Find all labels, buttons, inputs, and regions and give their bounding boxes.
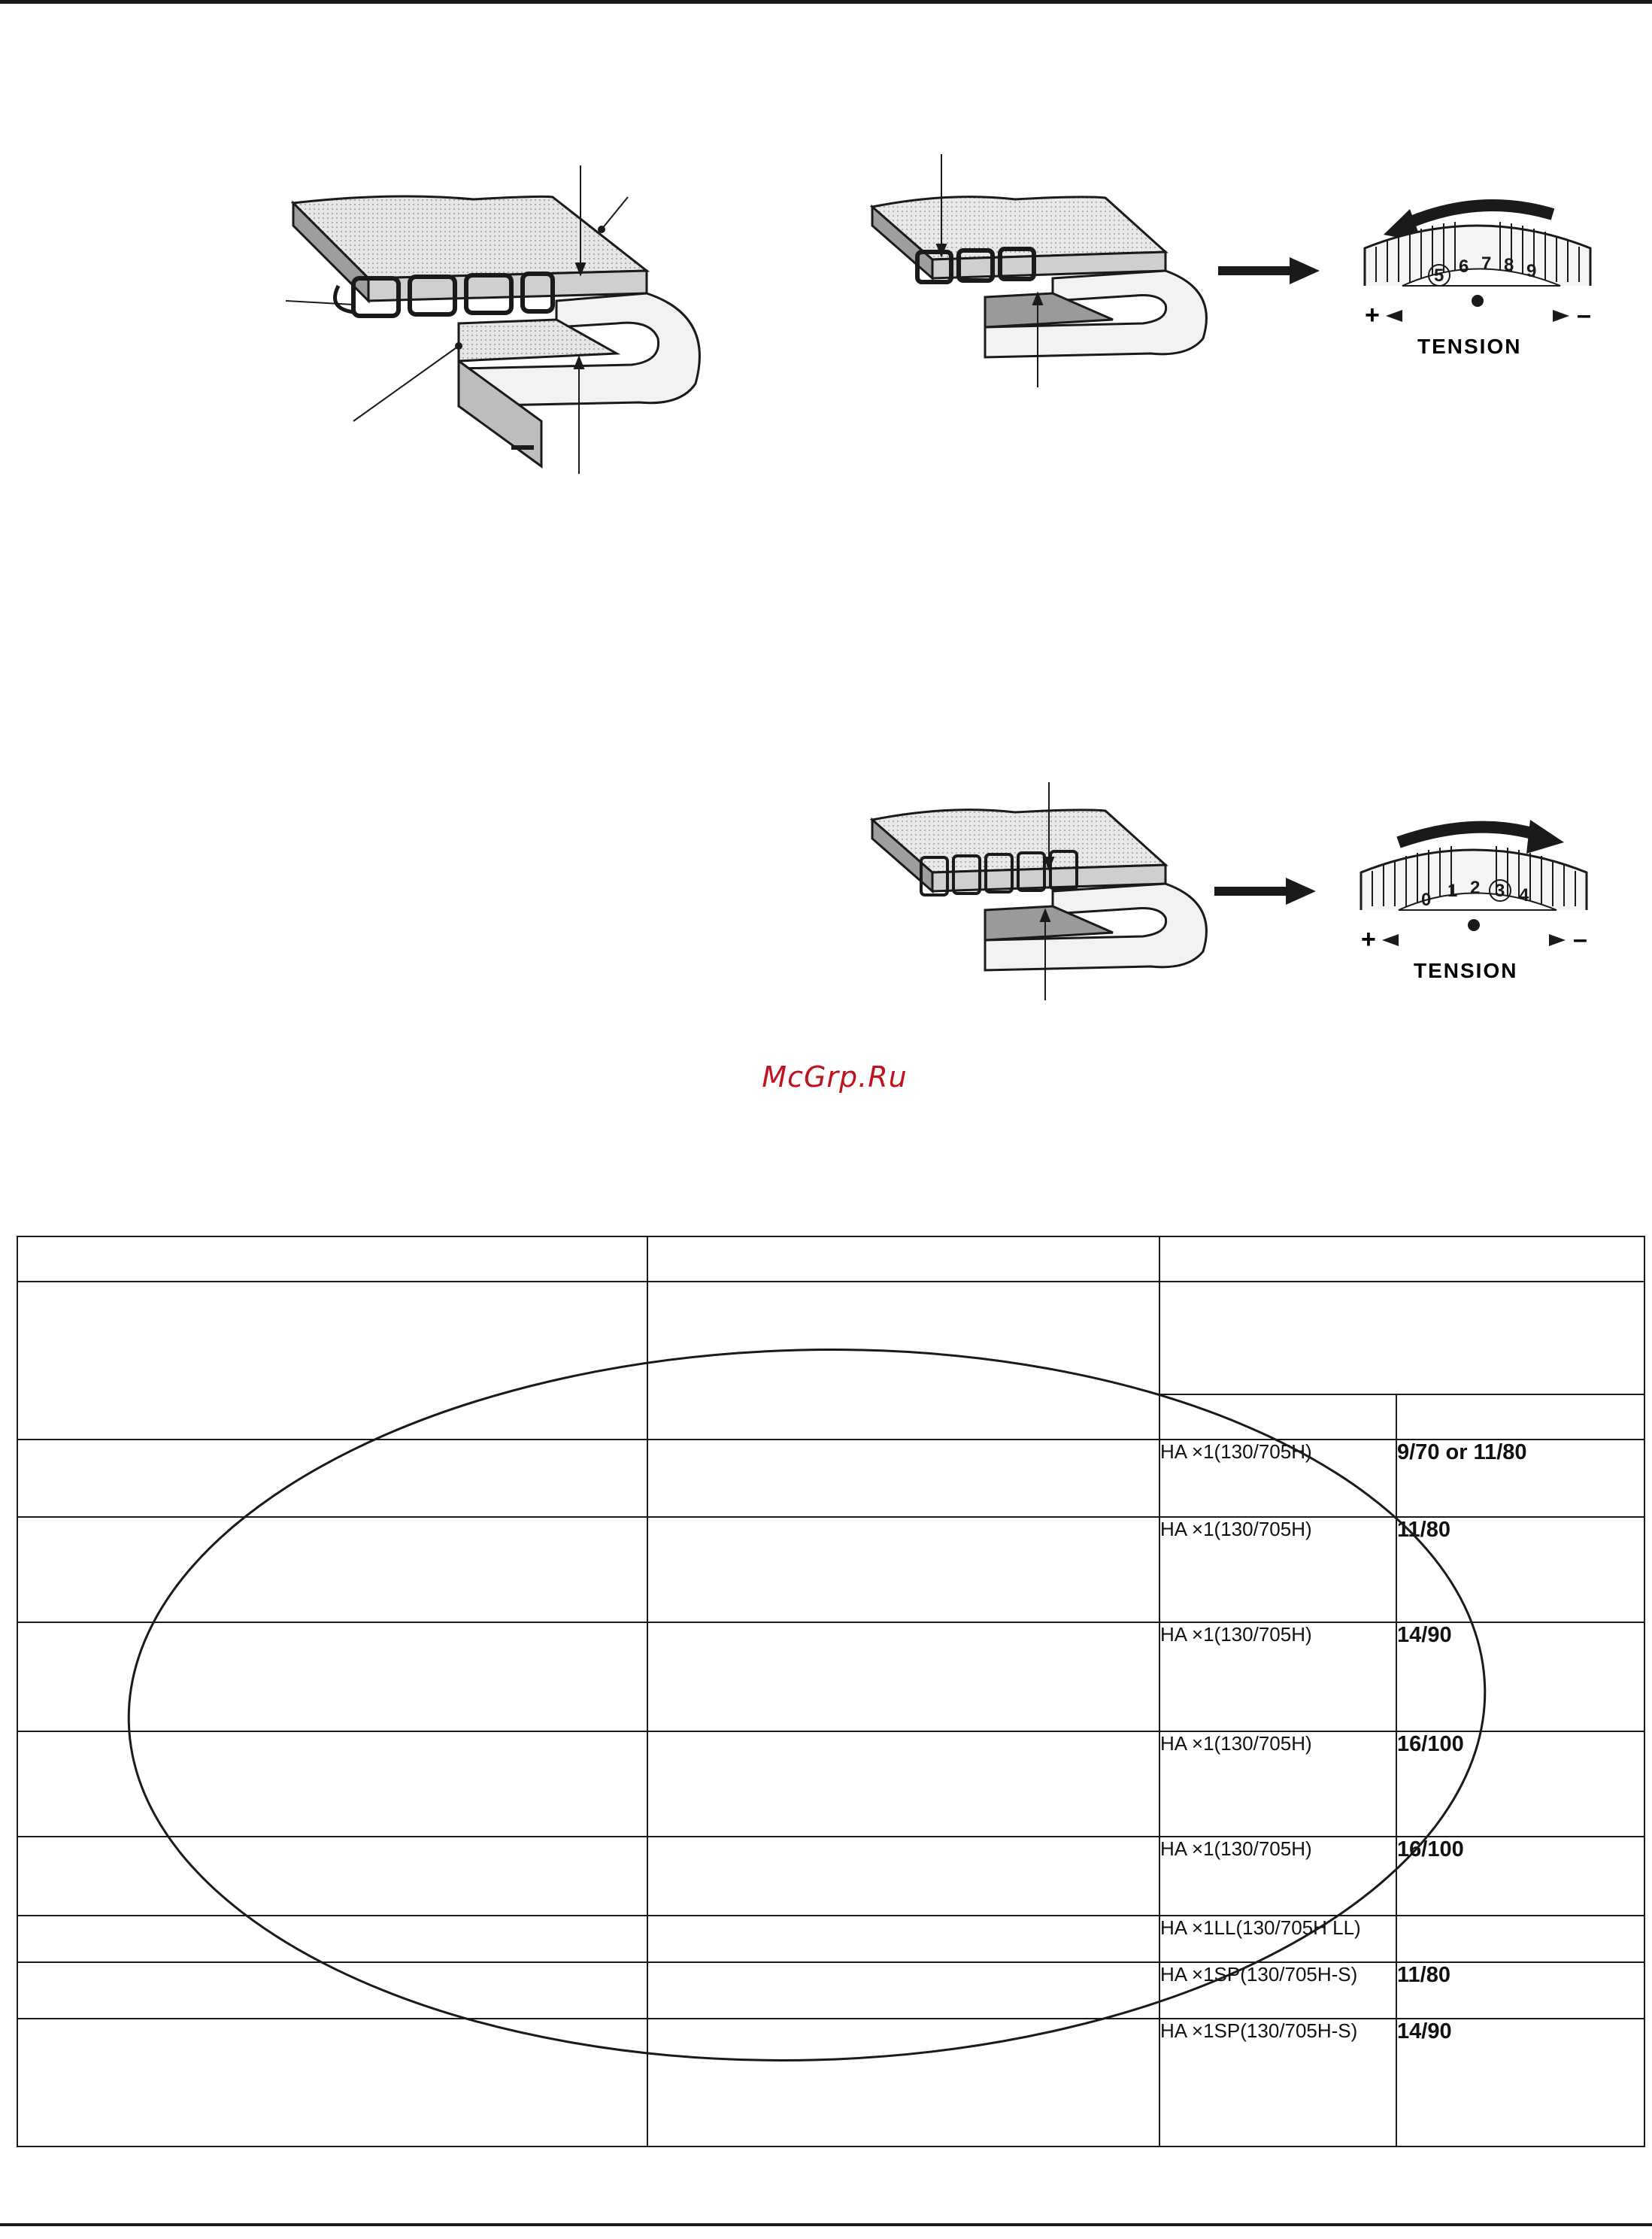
minus-sign: – — [1577, 301, 1591, 329]
tension-dial-bottom — [1346, 812, 1602, 985]
watermark: McGrp.Ru — [762, 1060, 908, 1094]
table-cell — [17, 1622, 647, 1731]
table-header-cell — [647, 1236, 1159, 1282]
dial-number: 1 — [1447, 881, 1458, 901]
dial-number: 3 — [1495, 881, 1505, 901]
top-rule — [0, 0, 1652, 4]
table-row — [17, 1962, 1644, 2019]
needle-size: 16/100 — [1396, 1731, 1644, 1837]
table-cell — [17, 1916, 647, 1962]
table-cell — [17, 1731, 647, 1837]
dial-number: 5 — [1434, 265, 1444, 286]
tension-label: TENSION — [1414, 959, 1518, 982]
dial-number: 2 — [1470, 878, 1481, 898]
table-header-cell — [17, 1236, 647, 1282]
plus-sign: + — [1361, 925, 1376, 954]
table-row — [17, 1517, 1644, 1622]
bottom-rule — [0, 2223, 1652, 2226]
table-cell — [17, 2019, 647, 2146]
needle-type: HA ×1(130/705H) — [1159, 1440, 1396, 1517]
needle-size: 9/70 or 11/80 — [1396, 1440, 1644, 1517]
table-row — [17, 2019, 1644, 2146]
table-header-cell — [1159, 1394, 1396, 1440]
clockwise-arrow-icon — [1526, 820, 1564, 854]
needle-type: HA ×1SP(130/705H-S) — [1159, 2019, 1396, 2146]
table-cell — [17, 1517, 647, 1622]
table-cell — [17, 1962, 647, 2019]
needle-size: 14/90 — [1396, 2019, 1644, 2146]
needle-type: HA ×1(130/705H) — [1159, 1837, 1396, 1916]
table-cell — [17, 1837, 647, 1916]
table-cell — [647, 1962, 1159, 2019]
plus-sign: + — [1365, 301, 1380, 329]
stitch-diagram-balanced — [286, 158, 707, 474]
needle-size: 16/100 — [1396, 1837, 1644, 1916]
tension-dial-top — [1350, 188, 1605, 361]
arrow-right-icon — [1214, 876, 1320, 906]
table-cell — [647, 1916, 1159, 1962]
dial-number: 8 — [1504, 255, 1514, 275]
dial-number: 0 — [1421, 890, 1432, 910]
table-row — [17, 1731, 1644, 1837]
table-header-cell — [1396, 1394, 1644, 1440]
needle-size: 14/90 — [1396, 1622, 1644, 1731]
needle-type: HA ×1(130/705H) — [1159, 1731, 1396, 1837]
dial-number: 9 — [1526, 261, 1537, 281]
tension-label: TENSION — [1417, 335, 1522, 358]
minus-sign: – — [1573, 925, 1587, 954]
needle-type: HA ×1SP(130/705H-S) — [1159, 1962, 1396, 2019]
stitch-diagram-top — [865, 147, 1226, 387]
table-cell — [647, 1731, 1159, 1837]
table-cell — [647, 1837, 1159, 1916]
arrow-right-icon — [1218, 256, 1323, 286]
table-row — [17, 1440, 1644, 1517]
table-row — [17, 1622, 1644, 1731]
needle-size — [1396, 1916, 1644, 1962]
table-subheader-row — [17, 1282, 1644, 1394]
table-cell — [647, 2019, 1159, 2146]
needle-type: HA ×1(130/705H) — [1159, 1517, 1396, 1622]
table-header-cell — [1159, 1282, 1644, 1394]
table-cell — [647, 1440, 1159, 1517]
table-row — [17, 1916, 1644, 1962]
table-header-row — [17, 1236, 1644, 1282]
needle-size: 11/80 — [1396, 1517, 1644, 1622]
needle-type: HA ×1LL(130/705H LL) — [1159, 1916, 1396, 1962]
table-cell — [647, 1622, 1159, 1731]
table-header-cell — [1159, 1236, 1644, 1282]
table-row — [17, 1837, 1644, 1916]
needle-size: 11/80 — [1396, 1962, 1644, 2019]
table-cell — [17, 1440, 647, 1517]
needle-type: HA ×1(130/705H) — [1159, 1622, 1396, 1731]
dial-number: 7 — [1481, 253, 1492, 274]
stitch-diagram-bottom — [865, 775, 1226, 1000]
table-header-cell — [17, 1282, 647, 1440]
dial-number: 4 — [1519, 885, 1529, 906]
dial-number: 6 — [1459, 256, 1469, 277]
table-header-cell — [647, 1282, 1159, 1440]
table-cell — [647, 1517, 1159, 1622]
needle-table — [17, 1236, 1645, 2147]
